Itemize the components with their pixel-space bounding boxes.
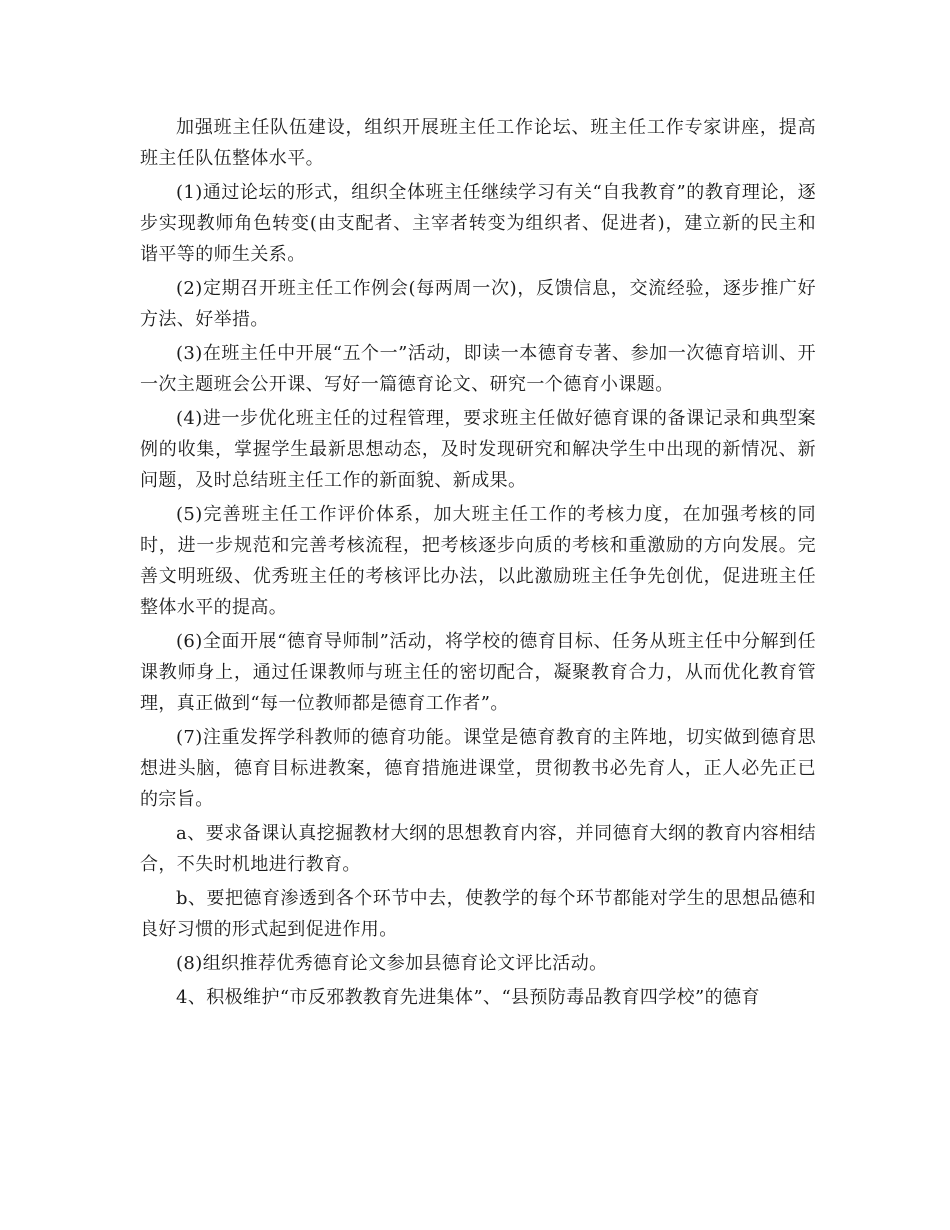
- paragraph-item-7: (7)注重发挥学科教师的德育功能。课堂是德育教育的主阵地，切实做到德育思想进头脑，德育目标进教案，德育措施进课堂，贯彻教书必先育人，正人必先正已的宗旨。: [140, 727, 816, 810]
- paragraph-item-7b: b、要把德育渗透到各个环节中去，使教学的每个环节都能对学生的思想品德和良好习惯的形式起到促进作用。: [140, 888, 816, 940]
- paragraph-item-8: (8)组织推荐优秀德育论文参加县德育论文评比活动。: [176, 953, 608, 974]
- paragraph-item-2: (2)定期召开班主任工作例会(每两周一次)，反馈信息，交流经验，逐步推广好方法、好举措。: [140, 278, 816, 330]
- paragraph-section-4: 4、积极维护“市反邪教教育先进集体”、“县预防毒品教育四学校”的德育: [176, 987, 760, 1008]
- document-body: [140, 112, 816, 1016]
- paragraph-item-4: (4)进一步优化班主任的过程管理，要求班主任做好德育课的备课记录和典型案例的收集，掌握学生最新思想动态，及时发现研究和解决学生中出现的新情况、新问题，及时总结班主任工作的新面貌、新成果。: [140, 408, 816, 491]
- paragraph-item-7a: a、要求备课认真挖掘教材大纲的思想教育内容，并同德育大纲的教育内容相结合，不失时机地进行教育。: [140, 823, 816, 875]
- paragraph-item-3: (3)在班主任中开展“五个一”活动，即读一本德育专著、参加一次德育培训、开一次主题班会公开课、写好一篇德育论文、研究一个德育小课题。: [140, 343, 816, 395]
- paragraph-intro: 加强班主任队伍建设，组织开展班主任工作论坛、班主任工作专家讲座，提高班主任队伍整体水平。: [140, 117, 816, 169]
- paragraph-item-1: (1)通过论坛的形式，组织全体班主任继续学习有关“自我教育”的教育理论，逐步实现教师角色转变(由支配者、主宰者转变为组织者、促进者)，建立新的民主和谐平等的师生关系。: [140, 182, 816, 265]
- paragraph-item-6: (6)全面开展“德育导师制”活动，将学校的德育目标、任务从班主任中分解到任课教师身上，通过任课教师与班主任的密切配合，凝聚教育合力，从而优化教育管理，真正做到“每一位教师都是德育工作者”。: [140, 631, 816, 714]
- paragraph-item-5: (5)完善班主任工作评价体系，加大班主任工作的考核力度，在加强考核的同时，进一步规范和完善考核流程，把考核逐步向质的考核和重激励的方向发展。完善文明班级、优秀班主任的考核评比办法，以此激励班主任争先创优，促进班主任整体水平的提高。: [140, 504, 816, 618]
